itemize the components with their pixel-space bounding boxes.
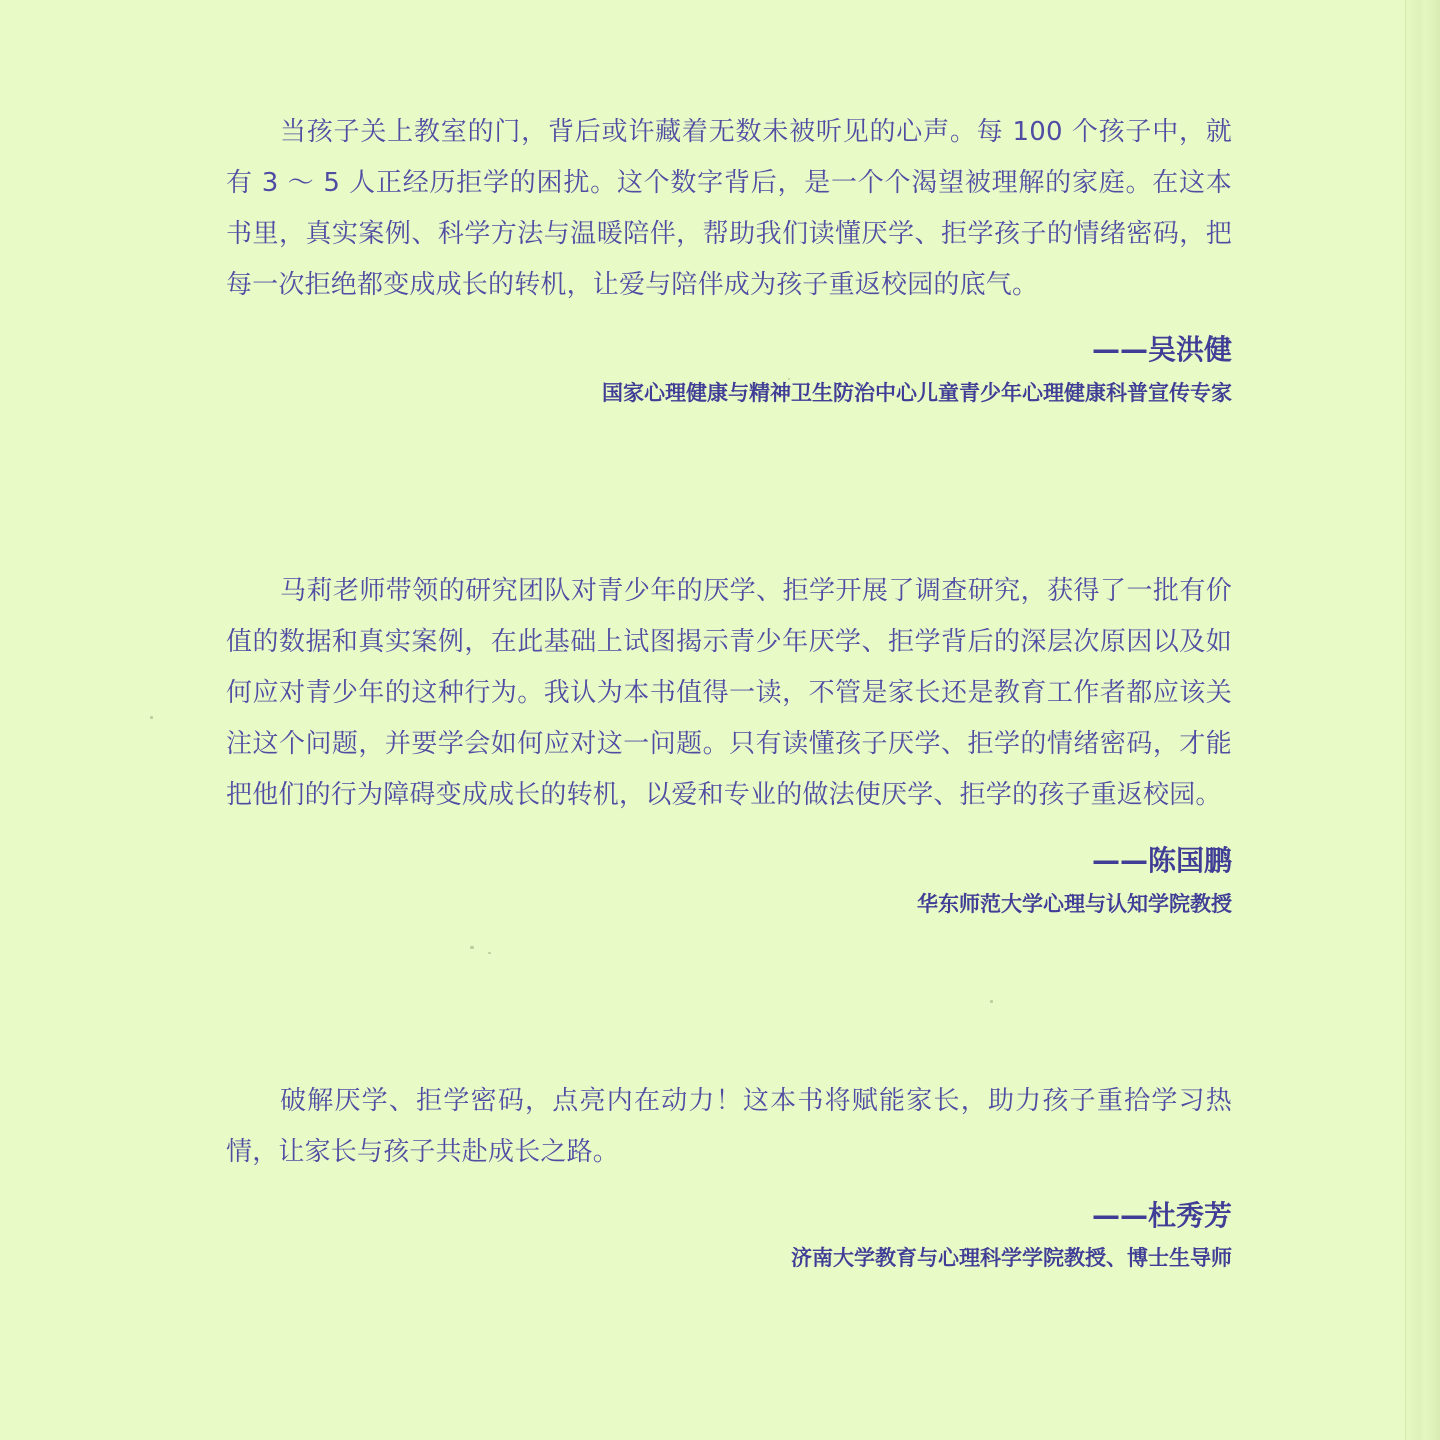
endorsement-3	[226, 1076, 1232, 1272]
endorsement-text: 当孩子关上教室的门，背后或许藏着无数未被听见的心声。每 100 个孩子中，就有 3 ～ 5 人正经历拒学的困扰。这个数字背后，是一个个渴望被理解的家庭。在这本书里，真实案例、科学方法与温暖陪伴，帮助我们读懂厌学、拒学孩子的情绪密码，把每一次拒绝都变成成长的转机，让爱与陪伴成为孩子重返校园的底气。	[226, 117, 1232, 300]
endorsement-2	[226, 566, 1232, 918]
endorsement-1	[226, 107, 1232, 407]
endorsement-author-title: 济南大学教育与心理科学学院教授、博士生导师	[791, 1246, 1232, 1270]
paper-speck	[990, 1000, 993, 1003]
endorsement-text: 破解厌学、拒学密码，点亮内在动力！这本书将赋能家长，助力孩子重拾学习热情，让家长与孩子共赴成长之路。	[226, 1086, 1232, 1167]
endorsement-text: 马莉老师带领的研究团队对青少年的厌学、拒学开展了调查研究，获得了一批有价值的数据和真实案例，在此基础上试图揭示青少年厌学、拒学背后的深层次原因以及如何应对青少年的这种行为。我认为本书值得一读，不管是家长还是教育工作者都应该关注这个问题，并要学会如何应对这一问题。只有读懂孩子厌学、拒学的情绪密码，才能把他们的行为障碍变成成长的转机，以爱和专业的做法使厌学、拒学的孩子重返校园。	[226, 576, 1232, 810]
endorsement-author: ——吴洪健	[1091, 333, 1232, 366]
book-spine-edge	[1405, 0, 1440, 1440]
paper-speck	[150, 716, 153, 719]
paper-speck	[470, 946, 474, 949]
endorsement-author-title: 国家心理健康与精神卫生防治中心儿童青少年心理健康科普宣传专家	[602, 381, 1232, 405]
paper-speck	[488, 952, 491, 954]
endorsement-author: ——陈国鹏	[1091, 844, 1232, 877]
endorsement-author-title: 华东师范大学心理与认知学院教授	[917, 892, 1232, 916]
endorsement-author: ——杜秀芳	[1091, 1199, 1232, 1232]
